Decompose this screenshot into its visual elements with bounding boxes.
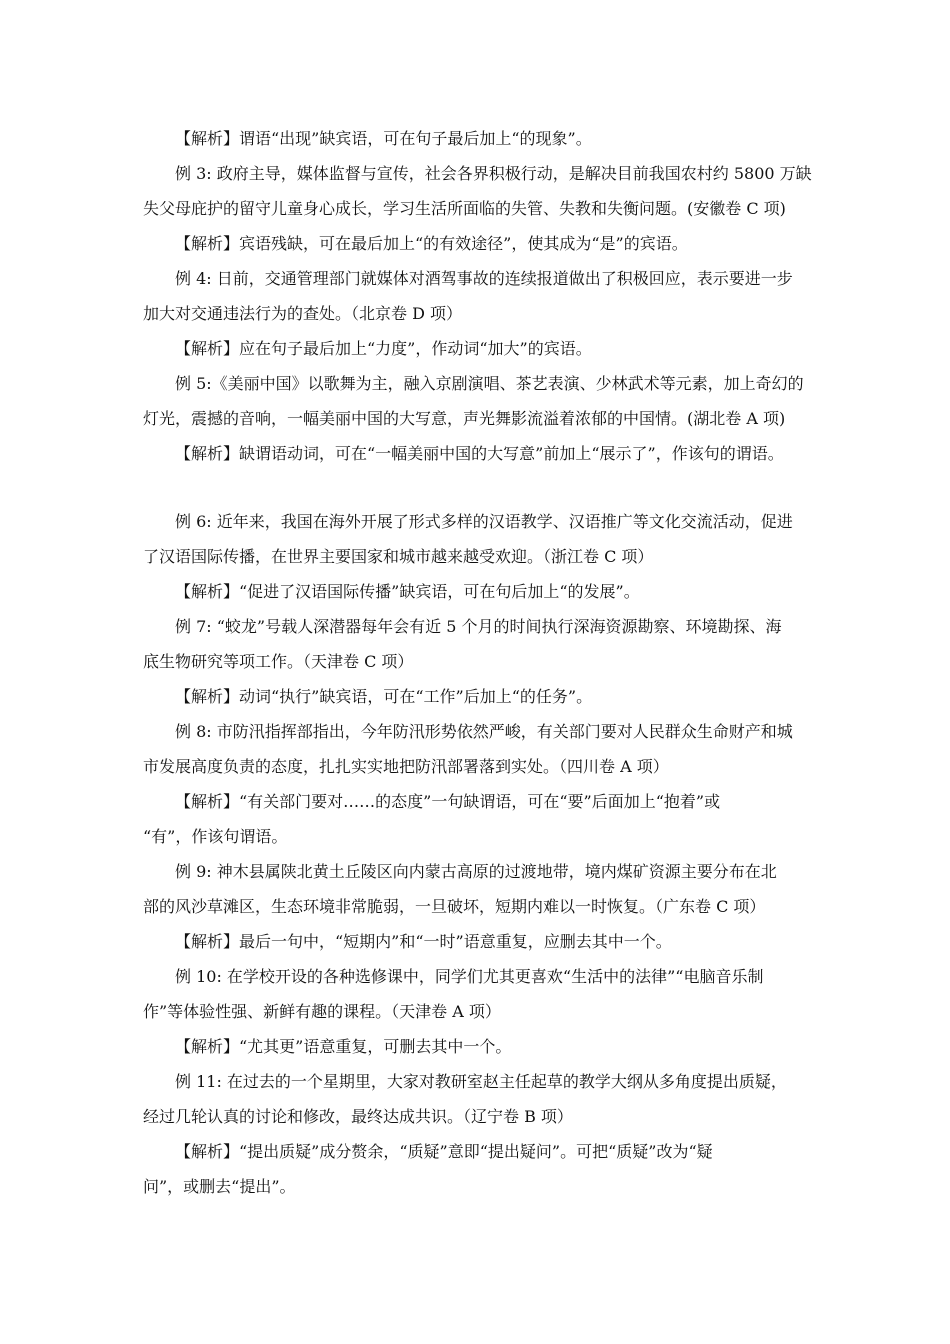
example-6-line-2: 了汉语国际传播，在世界主要国家和城市越来越受欢迎。（浙江卷 C 项）	[143, 547, 654, 566]
example-11-line-1: 例 11: 在过去的一个星期里，大家对教研室赵主任起草的教学大纲从多角度提出质疑，	[175, 1072, 787, 1091]
analysis-paragraph: 【解析】应在句子最后加上“力度”，作动词“加大”的宾语。	[175, 339, 592, 358]
example-7-line-2: 底生物研究等项工作。（天津卷 C 项）	[143, 652, 414, 671]
analysis-paragraph-line-1: 【解析】“有关部门要对……的态度”一句缺谓语，可在“要”后面加上“抱着”或	[175, 792, 721, 811]
example-5-line-1: 例 5:《美丽中国》以歌舞为主，融入京剧演唱、茶艺表演、少林武术等元素，加上奇幻的	[175, 374, 804, 393]
analysis-paragraph: 【解析】谓语“出现”缺宾语，可在句子最后加上“的现象”。	[175, 129, 592, 148]
example-11-line-2: 经过几轮认真的讨论和修改，最终达成共识。（辽宁卷 B 项）	[143, 1107, 573, 1126]
example-9-line-1: 例 9: 神木县属陕北黄土丘陵区向内蒙古高原的过渡地带，境内煤矿资源主要分布在北	[175, 862, 777, 881]
example-6-line-1: 例 6: 近年来，我国在海外开展了形式多样的汉语教学、汉语推广等文化交流活动，促进	[175, 512, 793, 531]
analysis-paragraph: 【解析】宾语残缺，可在最后加上“的有效途径”，使其成为“是”的宾语。	[175, 234, 688, 253]
document-body	[143, 121, 813, 1204]
example-3-line-1: 例 3: 政府主导，媒体监督与宣传，社会各界积极行动，是解决目前我国农村约 5800 万缺	[175, 164, 812, 183]
example-8-line-1: 例 8: 市防汛指挥部指出，今年防汛形势依然严峻，有关部门要对人民群众生命财产和城	[175, 722, 793, 741]
analysis-paragraph: 【解析】“尤其更”语意重复，可删去其中一个。	[175, 1037, 512, 1056]
analysis-paragraph: 【解析】动词“执行”缺宾语，可在“工作”后加上“的任务”。	[175, 687, 593, 706]
analysis-paragraph: 【解析】“促进了汉语国际传播”缺宾语，可在句后加上“的发展”。	[175, 582, 640, 601]
analysis-paragraph-line-2: 问”，或删去“提出”。	[143, 1177, 296, 1196]
example-7-line-1: 例 7: “蛟龙”号载人深潜器每年会有近 5 个月的时间执行深海资源勘察、环境勘探、海	[175, 617, 782, 636]
example-3-line-2: 失父母庇护的留守儿童身心成长，学习生活所面临的失管、失教和失衡问题。(安徽卷 C 项)	[143, 199, 786, 218]
example-8-line-2: 市发展高度负责的态度，扎扎实实地把防汛部署落到实处。（四川卷 A 项）	[143, 757, 669, 776]
analysis-paragraph-line-2: “有”，作该句谓语。	[143, 827, 288, 846]
example-9-line-2: 部的风沙草滩区，生态环境非常脆弱，一旦破坏，短期内难以一时恢复。（广东卷 C 项）	[143, 897, 766, 916]
example-4-line-2: 加大对交通违法行为的查处。（北京卷 D 项）	[143, 304, 463, 323]
analysis-paragraph: 【解析】最后一句中，“短期内”和“一时”语意重复，应删去其中一个。	[175, 932, 672, 951]
example-10-line-2: 作”等体验性强、新鲜有趣的课程。（天津卷 A 项）	[143, 1002, 501, 1021]
analysis-paragraph-line-1: 【解析】“提出质疑”成分赘余，“质疑”意即“提出疑问”。可把“质疑”改为“疑	[175, 1142, 713, 1161]
analysis-paragraph: 【解析】缺谓语动词，可在“一幅美丽中国的大写意”前加上“展示了”，作该句的谓语。	[175, 444, 784, 463]
example-5-line-2: 灯光，震撼的音响，一幅美丽中国的大写意，声光舞影流溢着浓郁的中国情。(湖北卷 A 项)	[143, 409, 786, 428]
example-4-line-1: 例 4: 日前，交通管理部门就媒体对酒驾事故的连续报道做出了积极回应，表示要进一步	[175, 269, 793, 288]
example-10-line-1: 例 10: 在学校开设的各种选修课中，同学们尤其更喜欢“生活中的法律”“电脑音乐制	[175, 967, 764, 986]
paragraph-gap	[143, 471, 813, 504]
